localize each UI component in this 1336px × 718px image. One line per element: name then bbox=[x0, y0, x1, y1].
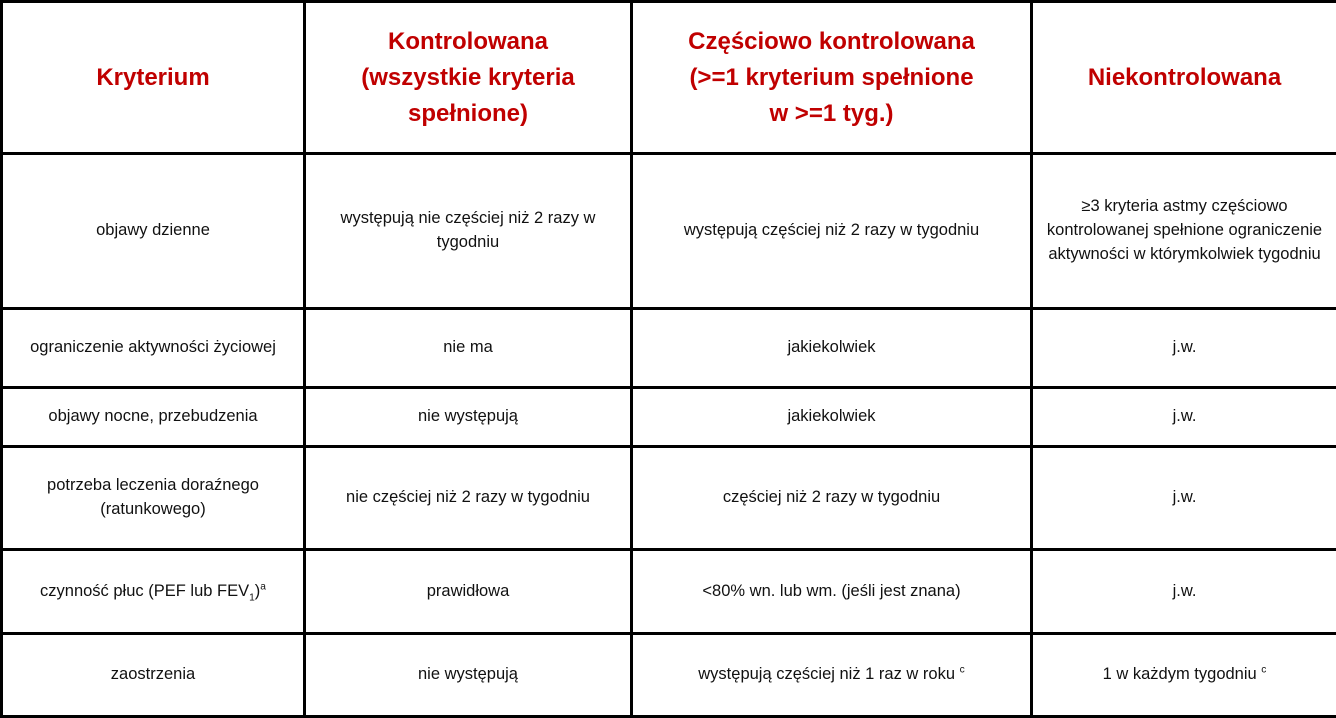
table-cell: nie częściej niż 2 razy w tygodniu bbox=[305, 447, 632, 550]
header-line: (wszystkie kryteria bbox=[318, 60, 618, 96]
header-line: Kryterium bbox=[15, 60, 291, 96]
footnote-marker-c: c bbox=[1261, 665, 1266, 676]
cell-text: ) bbox=[255, 582, 261, 600]
criterion-cell: zaostrzenia bbox=[2, 634, 305, 717]
header-line: Niekontrolowana bbox=[1045, 60, 1324, 96]
table-cell: nie występują bbox=[305, 634, 632, 717]
criterion-cell: objawy nocne, przebudzenia bbox=[2, 388, 305, 447]
cell-text: występują częściej niż 1 raz w roku bbox=[698, 665, 959, 683]
header-line: Kontrolowana bbox=[318, 24, 618, 60]
column-header-niekontrolowana bbox=[1032, 2, 1336, 154]
header-line: Częściowo kontrolowana bbox=[645, 24, 1018, 60]
table-cell: j.w. bbox=[1032, 309, 1336, 388]
table-cell bbox=[632, 634, 1032, 717]
footnote-marker-c: c bbox=[960, 665, 965, 676]
table-cell: występują nie częściej niż 2 razy w tygodniu bbox=[305, 154, 632, 309]
criterion-cell: objawy dzienne bbox=[2, 154, 305, 309]
header-line: w >=1 tyg.) bbox=[645, 96, 1018, 132]
table-cell: występują częściej niż 2 razy w tygodniu bbox=[632, 154, 1032, 309]
table-cell bbox=[1032, 634, 1336, 717]
table-row-objawy-dzienne bbox=[2, 154, 1336, 309]
table-cell: nie ma bbox=[305, 309, 632, 388]
footnote-marker-a: a bbox=[260, 581, 266, 592]
table-row-czynnosc-pluc bbox=[2, 550, 1336, 634]
table-cell: j.w. bbox=[1032, 447, 1336, 550]
table-cell: nie występują bbox=[305, 388, 632, 447]
criterion-cell: ograniczenie aktywności życiowej bbox=[2, 309, 305, 388]
header-line: (>=1 kryterium spełnione bbox=[645, 60, 1018, 96]
table-row-zaostrzenia bbox=[2, 634, 1336, 717]
criterion-cell bbox=[2, 550, 305, 634]
table-cell: częściej niż 2 razy w tygodniu bbox=[632, 447, 1032, 550]
table-cell: ≥3 kryteria astmy częściowo kontrolowanej spełnione ograniczenie aktywności w którymkolwiek tygodniu bbox=[1032, 154, 1336, 309]
cell-text: 1 w każdym tygodniu bbox=[1103, 665, 1262, 683]
table-cell: jakiekolwiek bbox=[632, 309, 1032, 388]
cell-text: czynność płuc (PEF lub FEV bbox=[40, 582, 249, 600]
column-header-czesciowo-kontrolowana bbox=[632, 2, 1032, 154]
column-header-kontrolowana bbox=[305, 2, 632, 154]
table-row-potrzeba-leczenia bbox=[2, 447, 1336, 550]
table-cell: j.w. bbox=[1032, 550, 1336, 634]
criterion-cell: potrzeba leczenia doraźnego (ratunkowego) bbox=[2, 447, 305, 550]
table-row-ograniczenie-aktywnosci bbox=[2, 309, 1336, 388]
column-header-kryterium bbox=[2, 2, 305, 154]
table-cell: <80% wn. lub wm. (jeśli jest znana) bbox=[632, 550, 1032, 634]
table-header-row bbox=[2, 2, 1336, 154]
header-line: spełnione) bbox=[318, 96, 618, 132]
table-cell: j.w. bbox=[1032, 388, 1336, 447]
table-cell: jakiekolwiek bbox=[632, 388, 1032, 447]
table-row-objawy-nocne bbox=[2, 388, 1336, 447]
table-cell: prawidłowa bbox=[305, 550, 632, 634]
cell-subscript: 1 bbox=[249, 592, 255, 603]
